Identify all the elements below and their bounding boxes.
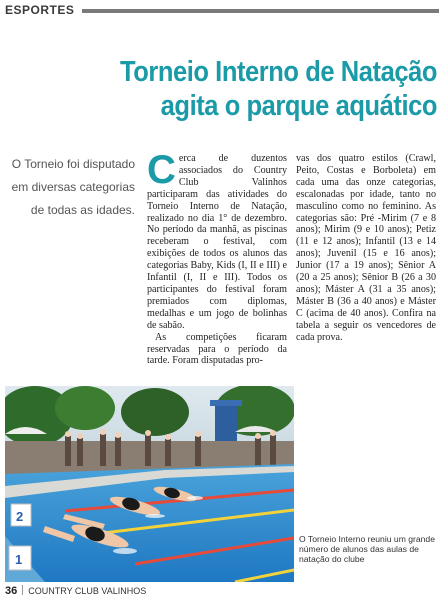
headline-line-2: agita o parque aquático: [160, 90, 438, 122]
section-rule: [82, 9, 439, 13]
article-column-1: [147, 148, 287, 367]
publication-name: COUNTRY CLUB VALINHOS: [28, 586, 147, 596]
paragraph: vas dos quatro estilos (Crawl, Peito, Costas e Borboleta) em cada uma das onze categorias, escalonadas por idade, tanto no masculino como no feminino. As categorias são: Pré -Mirim (7 e 8 anos); Mirim (9 e 10 anos); Petiz (11 e 12 anos); Infantil (13 e 14 anos); Juvenil (15 e 16 anos); Junior (17 a 19 anos); Sênior A (20 a 25 anos); Sênior B (26 a 30 anos); Máster A (31 a 35 anos); Máster B (36 a 40 anos) e Máster C (acima de 40 anos). Confira na tabela a seguir os vencedores de cada prova.: [296, 153, 436, 343]
lane-number: 2: [16, 509, 24, 524]
paragraph: [147, 148, 287, 332]
lane-number: 1: [15, 552, 23, 567]
article-column-2: [296, 153, 436, 344]
section-label: ESPORTES: [5, 3, 75, 17]
paragraph-text: erca de duzentos associados do Country Club Valinhos participaram das atividades do Torneio Interno de Natação, realizado no dia 1° de dezembro. No período da manhã, as piscinas receberam o festival, com exibições de todos os alunos das categorias Baby, Kids (I, II e III) e Infantil (I, II e III). Todos os participantes do festival foram premiados com diplomas, medalhas e um jogo de bolinhas de sabão.: [147, 153, 287, 331]
headline: [70, 55, 437, 123]
paragraph: As competições ficaram reservadas para o período da tarde. Foram disputadas pro-: [147, 331, 287, 367]
page-footer: [5, 585, 146, 597]
headline-line-1: Torneio Interno de Natação: [119, 56, 438, 88]
swimming-competition-photo: [5, 386, 294, 582]
pull-quote: O Torneio foi disputado em diversas categorias de todas as idades.: [11, 157, 135, 217]
footer-divider: [22, 585, 23, 595]
photo-caption: O Torneio Interno reuniu um grande número de alunos das aulas de natação do clube: [299, 534, 435, 564]
page-number: 36: [5, 585, 18, 597]
drop-cap: C: [147, 148, 176, 192]
photo-illustration: [5, 386, 294, 582]
